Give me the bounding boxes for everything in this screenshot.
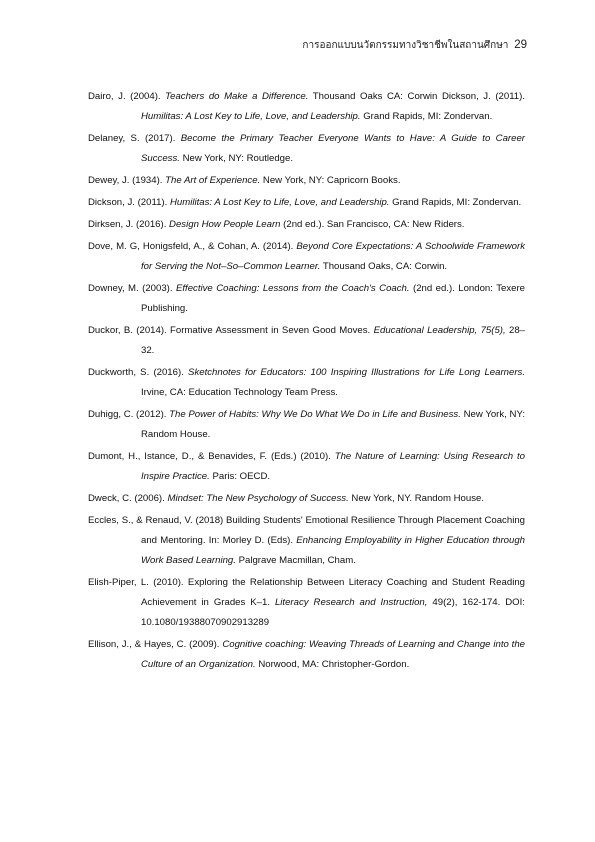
reference-entry: [88, 171, 525, 191]
reference-text: Dickson, J. (2011).: [88, 197, 170, 208]
reference-text: Duhigg, C. (2012).: [88, 409, 170, 420]
reference-text: New York, NY: Capricorn Books.: [260, 175, 401, 186]
reference-text: New York, NY. Random House.: [348, 493, 485, 504]
reference-text: Downey, M. (2003).: [88, 283, 176, 294]
reference-entry: [88, 447, 525, 487]
reference-entry: [88, 279, 525, 319]
reference-entry: [88, 511, 525, 571]
reference-title: Beyond Core Expectations: A Schoolwide Framework for Serving the Not–So–Common Learner.: [141, 241, 525, 272]
reference-title: Literacy Research and Instruction,: [274, 597, 428, 608]
reference-text: Ellison, J., & Hayes, C. (2009).: [88, 639, 223, 650]
reference-entry: [88, 237, 525, 277]
reference-text: Dirksen, J. (2016).: [88, 219, 170, 230]
reference-text: Dairo, J. (2004).: [88, 91, 166, 102]
reference-text: Thousand Oaks CA: Corwin Dickson, J. (2011).: [308, 91, 526, 102]
reference-text: Eccles, S., & Renaud, V. (2018) Building Students' Emotional Resilience Through Placement Coaching and Mentoring. In: Morley D. (Eds).: [88, 515, 525, 546]
reference-title: Cognitive coaching: Weaving Threads of Learning and Change into the Culture of an Organization.: [141, 639, 525, 670]
reference-title: Sketchnotes for Educators: 100 Inspiring Illustrations for Life Long Learners.: [188, 367, 525, 378]
page-number: 29: [514, 39, 527, 51]
reference-text: New York, NY: Random House.: [141, 409, 525, 440]
reference-title: The Art of Experience.: [165, 175, 261, 186]
reference-text: Dewey, J. (1934).: [88, 175, 166, 186]
running-header: [302, 38, 527, 53]
reference-text: Duckor, B. (2014). Formative Assessment in Seven Good Moves.: [88, 325, 374, 336]
reference-text: Elish-Piper, L. (2010). Exploring the Relationship Between Literacy Coaching and Student Reading Achievement in Grades K–1.: [88, 577, 525, 608]
reference-title: Humilitas: A Lost Key to Life, Love, and Leadership.: [169, 197, 390, 208]
reference-title: The Power of Habits: Why We Do What We Do in Life and Business.: [169, 409, 461, 420]
reference-entry: [88, 87, 525, 127]
reference-text: Dove, M. G, Honigsfeld, A., & Cohan, A. (2014).: [88, 241, 297, 252]
reference-title: Enhancing Employability in Higher Education through Work Based Learning.: [141, 535, 525, 566]
reference-title: Mindset: The New Psychology of Success.: [167, 493, 349, 504]
reference-entry: [88, 405, 525, 445]
reference-text: Dweck, C. (2006).: [88, 493, 168, 504]
reference-entry: [88, 363, 525, 403]
reference-entry: [88, 129, 525, 169]
reference-title: Teachers do Make a Difference.: [165, 91, 309, 102]
reference-title: Effective Coaching: Lessons from the Coach's Coach.: [175, 283, 410, 294]
reference-entry: [88, 193, 525, 213]
reference-text: Dumont, H., Istance, D., & Benavides, F. (Eds.) (2010).: [88, 451, 335, 462]
reference-text: (2nd ed.). San Francisco, CA: New Riders.: [280, 219, 465, 230]
reference-text: Duckworth, S. (2016).: [88, 367, 189, 378]
reference-text: 49(2), 162-174. DOI: 10.1080/19388070902913289: [141, 597, 525, 628]
reference-title: Educational Leadership, 75(5),: [373, 325, 506, 336]
reference-text: Grand Rapids, MI: Zondervan.: [389, 197, 522, 208]
reference-entry: [88, 635, 525, 675]
reference-title: The Nature of Learning: Using Research to Inspire Practice.: [141, 451, 525, 482]
reference-text: Palgrave Macmillan, Cham.: [235, 555, 356, 566]
header-title: การออกแบบนวัตกรรมทางวิชาชีพในสถานศึกษา: [302, 40, 509, 51]
reference-entry: [88, 321, 525, 361]
reference-text: Norwood, MA: Christopher-Gordon.: [255, 659, 410, 670]
reference-text: Delaney, S. (2017).: [88, 133, 181, 144]
reference-entry: [88, 215, 525, 235]
reference-entry: [88, 573, 525, 633]
reference-text: Thousand Oaks, CA: Corwin.: [320, 261, 448, 272]
reference-text: (2nd ed.). London: Texere Publishing.: [141, 283, 525, 314]
reference-title: Humilitas: A Lost Key to Life, Love, and Leadership.: [141, 111, 361, 122]
reference-text: Paris: OECD.: [209, 471, 271, 482]
reference-text: Irvine, CA: Education Technology Team Press.: [141, 387, 338, 398]
reference-text: 28–32.: [141, 325, 525, 356]
reference-entry: [88, 489, 525, 509]
reference-text: Grand Rapids, MI: Zondervan.: [360, 111, 493, 122]
reference-title: Design How People Learn: [169, 219, 281, 230]
reference-list: [88, 87, 525, 677]
reference-title: Become the Primary Teacher Everyone Wants to Have: A Guide to Career Success.: [141, 133, 525, 164]
reference-text: New York, NY: Routledge.: [179, 153, 293, 164]
